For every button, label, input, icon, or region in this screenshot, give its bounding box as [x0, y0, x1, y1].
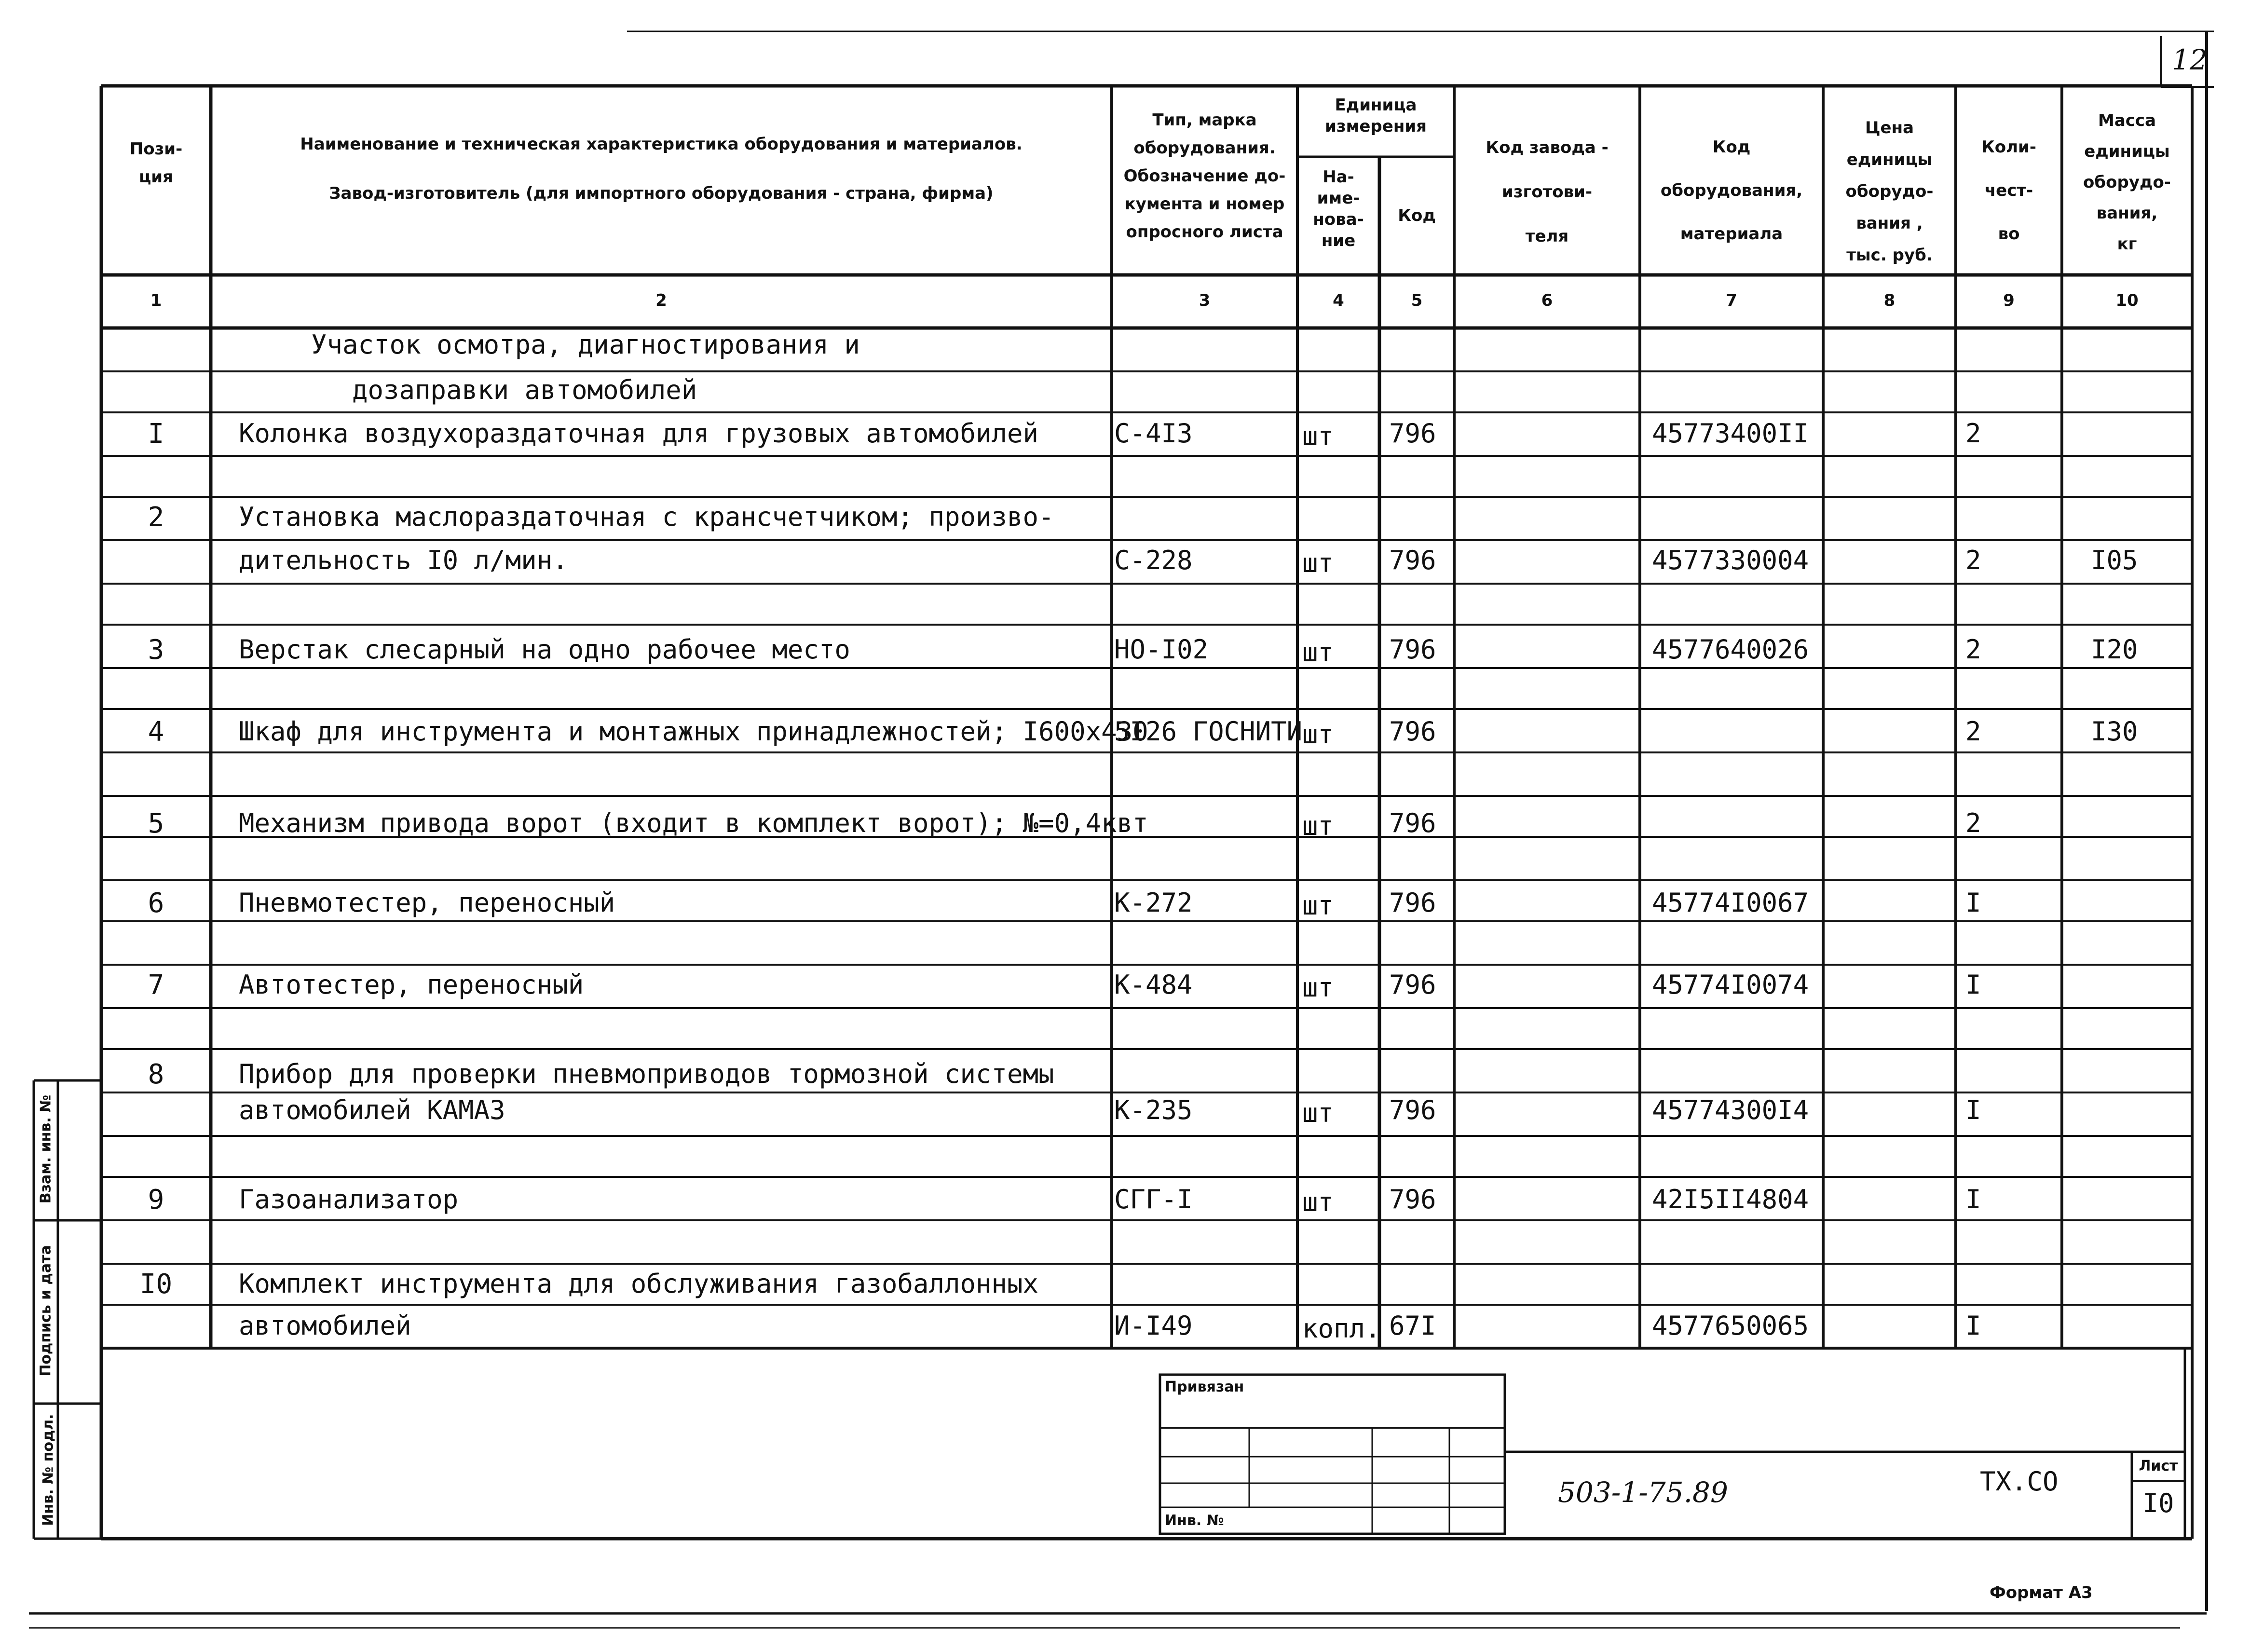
row-quantity: I: [1965, 1095, 1981, 1125]
row-mass: I05: [2091, 545, 2138, 575]
header-position: Пози- ция: [129, 139, 183, 187]
column-number: 6: [1541, 291, 1553, 310]
row-unit-code: 796: [1389, 634, 1436, 665]
section-title-line1: Участок осмотра, диагностирования и: [311, 329, 860, 360]
row-name-line: Механизм привода ворот (входит в комплект ворот); №=0,4квт: [239, 808, 1148, 838]
row-quantity: I: [1965, 1311, 1981, 1341]
header-name-line1: Наименование и техническая характеристика оборудования и материалов.: [300, 135, 1023, 154]
section-title-line2: дозаправки автомобилей: [352, 375, 697, 405]
column-number: 4: [1333, 291, 1344, 310]
row-unit-code: 796: [1389, 1184, 1436, 1215]
row-unit-code: 67I: [1389, 1311, 1436, 1341]
row-name-line: Установка маслораздаточная с крансчетчиком; произво-: [239, 502, 1054, 532]
row-quantity: 2: [1965, 545, 1981, 575]
row-unit-code: 796: [1389, 545, 1436, 575]
row-type: К-235: [1114, 1095, 1193, 1125]
row-unit: шт: [1302, 890, 1334, 921]
row-equipment-code: 42I5II4804: [1652, 1184, 1809, 1215]
row-position: 9: [148, 1184, 164, 1215]
row-name-line: Прибор для проверки пневмоприводов тормозной системы: [239, 1059, 1054, 1089]
row-position: 7: [148, 969, 164, 1001]
row-name-line: автомобилей: [239, 1311, 411, 1341]
row-unit: шт: [1302, 719, 1334, 750]
row-quantity: 2: [1965, 634, 1981, 665]
header-quantity: Коли- чест- во: [1981, 137, 2036, 244]
row-quantity: I: [1965, 969, 1981, 1000]
column-number: 5: [1411, 291, 1423, 310]
row-name-line: Шкаф для инструмента и монтажных принадлежностей; I600x430: [239, 716, 1148, 747]
row-unit-code: 796: [1389, 887, 1436, 918]
row-mass: I20: [2091, 634, 2138, 665]
row-position: 5: [148, 808, 164, 839]
privyazan-label: Привязан: [1165, 1379, 1244, 1395]
inv-no-label: Инв. №: [1165, 1512, 1224, 1529]
row-name-line: Пневмотестер, переносный: [239, 887, 615, 918]
row-quantity: I: [1965, 1184, 1981, 1215]
row-type: С-4I3: [1114, 418, 1193, 449]
column-number: 10: [2115, 291, 2139, 310]
row-quantity: 2: [1965, 808, 1981, 838]
row-name-line: Автотестер, переносный: [239, 969, 584, 1000]
row-position: 2: [148, 502, 164, 533]
row-position: 4: [148, 716, 164, 748]
stamp-original-inv: Инв. № подл.: [40, 1414, 57, 1526]
header-mass: Масса единицы оборудо- вания, кг: [2083, 111, 2171, 254]
column-number: 9: [2003, 291, 2015, 310]
format-label: Формат А3: [1990, 1583, 2093, 1602]
row-unit: шт: [1302, 811, 1334, 841]
stamp-replace-inv: Взам. инв. №: [37, 1094, 55, 1204]
row-equipment-code: 4577640026: [1652, 634, 1809, 665]
header-price: Цена единицы оборудо- вания , тыс. руб.: [1845, 118, 1934, 265]
header-unit-code: Код: [1398, 206, 1436, 225]
row-name-line: Газоанализатор: [239, 1184, 459, 1215]
row-position: 8: [148, 1059, 164, 1090]
row-quantity: 2: [1965, 418, 1981, 449]
header-name-line2: Завод-изготовитель (для импортного оборудования - страна, фирма): [329, 184, 994, 203]
header-unit: Единица измерения: [1325, 96, 1427, 136]
row-type: 5I26 ГОСНИТИ: [1114, 716, 1303, 747]
row-equipment-code: 4577330004: [1652, 545, 1809, 575]
document-mark: ТХ.СО: [1980, 1466, 2059, 1497]
header-equipment-code: Код оборудования, материала: [1660, 137, 1803, 244]
row-type: К-484: [1114, 969, 1193, 1000]
row-mass: I30: [2091, 716, 2138, 747]
header-factory-code: Код завода - изготови- теля: [1486, 138, 1609, 246]
row-name-line: Колонка воздухораздаточная для грузовых автомобилей: [239, 418, 1039, 449]
row-unit-code: 796: [1389, 1095, 1436, 1125]
row-unit: шт: [1302, 1098, 1334, 1128]
row-unit: шт: [1302, 548, 1334, 578]
row-unit-code: 796: [1389, 418, 1436, 449]
header-unit-name: На- име- нова- ние: [1313, 167, 1364, 250]
row-equipment-code: 45773400II: [1652, 418, 1809, 449]
row-equipment-code: 45774I0074: [1652, 969, 1809, 1000]
row-unit-code: 796: [1389, 969, 1436, 1000]
column-number: 8: [1883, 291, 1895, 310]
row-type: К-272: [1114, 887, 1193, 918]
row-position: I: [148, 418, 164, 450]
row-position: 3: [148, 634, 164, 666]
row-unit: шт: [1302, 421, 1334, 451]
row-name-line: Комплект инструмента для обслуживания газобаллонных: [239, 1269, 1039, 1299]
sheet-label: Лист: [2139, 1458, 2178, 1475]
row-type: С-228: [1114, 545, 1193, 575]
row-unit: шт: [1302, 637, 1334, 668]
row-unit-code: 796: [1389, 808, 1436, 838]
row-type: СГГ-I: [1114, 1184, 1193, 1215]
column-number: 1: [150, 291, 162, 310]
row-equipment-code: 45774I0067: [1652, 887, 1809, 918]
row-name-line: автомобилей КАМАЗ: [239, 1095, 505, 1125]
row-quantity: 2: [1965, 716, 1981, 747]
row-name-line: дительность I0 л/мин.: [239, 545, 568, 575]
row-type: И-I49: [1114, 1311, 1193, 1341]
document-code: 503-1-75.89: [1558, 1476, 1728, 1509]
row-name-line: Верстак слесарный на одно рабочее место: [239, 634, 850, 665]
row-quantity: I: [1965, 887, 1981, 918]
sheet-number-handwritten: 12: [2172, 43, 2208, 76]
row-unit: шт: [1302, 972, 1334, 1003]
row-position: I0: [139, 1269, 173, 1300]
sheet-value: I0: [2142, 1488, 2174, 1518]
column-number: 7: [1726, 291, 1737, 310]
row-equipment-code: 4577650065: [1652, 1311, 1809, 1341]
row-unit-code: 796: [1389, 716, 1436, 747]
row-unit: шт: [1302, 1187, 1334, 1217]
row-unit: копл.: [1302, 1313, 1381, 1344]
row-equipment-code: 45774300I4: [1652, 1095, 1809, 1125]
row-position: 6: [148, 887, 164, 919]
row-type: НО-I02: [1114, 634, 1209, 665]
column-number: 2: [655, 291, 667, 310]
header-type: Тип, марка оборудования. Обозначение до- кумента и номер опросного листа: [1123, 110, 1286, 242]
column-number: 3: [1199, 291, 1211, 310]
stamp-signature-date: Подпись и дата: [37, 1245, 55, 1377]
